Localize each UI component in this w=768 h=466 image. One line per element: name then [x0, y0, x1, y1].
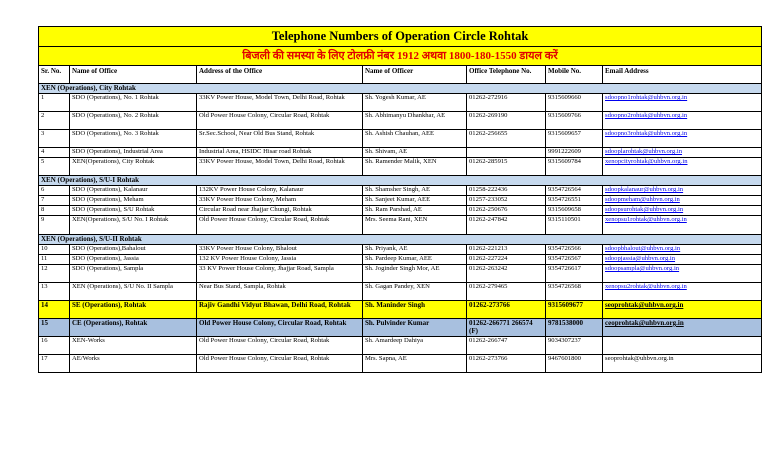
- email-link[interactable]: sdoopbhalout@uhbvn.org.in: [605, 245, 681, 252]
- office-address-cell: Old Power House Colony, Circular Road, Rohtak: [197, 337, 363, 355]
- email-cell: [603, 94, 762, 112]
- email-cell: [603, 245, 762, 255]
- header-officer: Name of Officer: [363, 66, 467, 84]
- table-row: [39, 196, 762, 206]
- office-phone-cell: 01262-269190: [467, 112, 546, 130]
- mobile-cell: 9354726617: [546, 265, 603, 283]
- email-cell: [603, 355, 762, 373]
- mobile-cell: 9315609657: [546, 130, 603, 148]
- table-row: [39, 130, 762, 148]
- email-link[interactable]: sdooplarohtak@uhbvn.org.in: [605, 148, 683, 155]
- sr-no-cell: 9: [39, 216, 70, 235]
- table-header: [39, 66, 762, 84]
- officer-name-cell: Mrs. Seema Rani, XEN: [363, 216, 467, 235]
- section-title: XEN (Operations), S/U-I Rohtak: [39, 176, 762, 186]
- table-row: [39, 245, 762, 255]
- mobile-cell: 9467601800: [546, 355, 603, 373]
- table-row: [39, 206, 762, 216]
- office-address-cell: Industrial Area, HSIDC Hisar road Rohtak: [197, 148, 363, 158]
- office-address-cell: Old Power House Colony, Circular Road, Rohtak: [197, 319, 363, 337]
- email-link[interactable]: sdoopsampla@uhbvn.org.in: [605, 265, 680, 272]
- office-phone-cell: 01262-221213: [467, 245, 546, 255]
- office-name-cell: SDO (Operations), Sampla: [70, 265, 197, 283]
- office-name-cell: SDO (Operations), No. 3 Rohtak: [70, 130, 197, 148]
- officer-name-cell: Sh. Yogesh Kumar, AE: [363, 94, 467, 112]
- section-header: [39, 235, 762, 245]
- office-phone-cell: 01262-279465: [467, 283, 546, 301]
- officer-name-cell: Sh. Shivam, AE: [363, 148, 467, 158]
- officer-name-cell: Sh. Priyank, AE: [363, 245, 467, 255]
- table-row: [39, 112, 762, 130]
- sr-no-cell: 10: [39, 245, 70, 255]
- email-cell: [603, 319, 762, 337]
- email-link[interactable]: xenopsu1rohtak@uhbvn.org.in: [605, 216, 687, 223]
- office-name-cell: SDO (Operations), Meham: [70, 196, 197, 206]
- table-row: [39, 94, 762, 112]
- sr-no-cell: 8: [39, 206, 70, 216]
- sr-no-cell: 13: [39, 283, 70, 301]
- email-cell: [603, 206, 762, 216]
- table-row: [39, 301, 762, 319]
- officer-name-cell: Sh. Amardeep Dahiya: [363, 337, 467, 355]
- email-cell: [603, 216, 762, 235]
- sr-no-cell: 14: [39, 301, 70, 319]
- email-link[interactable]: seoprohtak@uhbvn.org.in: [605, 301, 684, 309]
- office-name-cell: XEN(Operations), City Rohtak: [70, 158, 197, 176]
- office-phone-cell: 01258-222436: [467, 186, 546, 196]
- table-row: [39, 355, 762, 373]
- email-cell: [603, 186, 762, 196]
- office-phone-cell: 01262-250676: [467, 206, 546, 216]
- email-link[interactable]: sdoopmeham@uhbvn.org.in: [605, 196, 680, 203]
- office-address-cell: 132 KV Power House Colony, Jassia: [197, 255, 363, 265]
- office-name-cell: XEN(Operations), S/U No. I Rohtak: [70, 216, 197, 235]
- office-name-cell: SDO (Operations), No. 2 Rohtak: [70, 112, 197, 130]
- mobile-cell: 9034307237: [546, 337, 603, 355]
- office-name-cell: AE/Works: [70, 355, 197, 373]
- sr-no-cell: 11: [39, 255, 70, 265]
- email-link[interactable]: sdoopno2rohtak@uhbvn.org.in: [605, 112, 688, 119]
- section-header: [39, 176, 762, 186]
- email-cell: [603, 158, 762, 176]
- mobile-cell: 9354726567: [546, 255, 603, 265]
- office-name-cell: SDO (Operations), No. 1 Rohtak: [70, 94, 197, 112]
- email-link[interactable]: sdoopno1rohtak@uhbvn.org.in: [605, 94, 688, 101]
- table-row: [39, 283, 762, 301]
- mobile-cell: 9354726566: [546, 245, 603, 255]
- office-phone-cell: 01262-263242: [467, 265, 546, 283]
- mobile-cell: 9781538000: [546, 319, 603, 337]
- office-name-cell: CE (Operations), Rohtak: [70, 319, 197, 337]
- office-address-cell: 33KV Power House, Model Town, Delhi Road, Rohtak: [197, 94, 363, 112]
- office-phone-cell: 01262-247842: [467, 216, 546, 235]
- office-phone-cell: 01262-273766: [467, 355, 546, 373]
- sr-no-cell: 17: [39, 355, 70, 373]
- officer-name-cell: Sh. Gagan Pandey, XEN: [363, 283, 467, 301]
- office-phone-cell: 01262-256655: [467, 130, 546, 148]
- office-address-cell: Old Power House Colony, Circular Road, Rohtak: [197, 112, 363, 130]
- section-header: [39, 84, 762, 94]
- office-address-cell: 33KV Power House, Model Town, Delhi Road, Rohtak: [197, 158, 363, 176]
- office-address-cell: Circular Road near Jhajjar Chungi, Rohtak: [197, 206, 363, 216]
- sr-no-cell: 16: [39, 337, 70, 355]
- office-phone-cell: 01262-266747: [467, 337, 546, 355]
- mobile-cell: 9354726564: [546, 186, 603, 196]
- sr-no-cell: 12: [39, 265, 70, 283]
- mobile-cell: 9354726568: [546, 283, 603, 301]
- mobile-cell: 9315609677: [546, 301, 603, 319]
- officer-name-cell: Sh. Maninder Singh: [363, 301, 467, 319]
- office-name-cell: SDO (Operations), Kalanaur: [70, 186, 197, 196]
- officer-name-cell: Sh. Joginder Singh Mor, AE: [363, 265, 467, 283]
- office-address-cell: 33 KV Power House Colony, Jhajjar Road, Sampla: [197, 265, 363, 283]
- table-row: [39, 148, 762, 158]
- office-name-cell: XEN-Works: [70, 337, 197, 355]
- officer-name-cell: Mrs. Sapna, AE: [363, 355, 467, 373]
- email-link[interactable]: ceoprohtak@uhbvn.org.in: [605, 319, 684, 327]
- email-link[interactable]: sdoopkalanaur@uhbvn.org.in: [605, 186, 684, 193]
- table-row: [39, 337, 762, 355]
- office-phone-cell: 01262-266771 266574 (F): [467, 319, 546, 337]
- office-address-cell: 33KV Power House Colony, Meham: [197, 196, 363, 206]
- sr-no-cell: 1: [39, 94, 70, 112]
- office-address-cell: Rajiv Gandhi Vidyut Bhawan, Delhi Road, Rohtak: [197, 301, 363, 319]
- mobile-cell: 9991222609: [546, 148, 603, 158]
- email-cell: [603, 265, 762, 283]
- office-address-cell: 132KV Power House Colony, Kalanaur: [197, 186, 363, 196]
- mobile-cell: 9315609766: [546, 112, 603, 130]
- table-row: [39, 158, 762, 176]
- email-link[interactable]: sdoopsurohtak@uhbvn.org.in: [605, 206, 684, 213]
- office-phone-cell: [467, 148, 546, 158]
- directory-table: [38, 26, 762, 373]
- sr-no-cell: 2: [39, 112, 70, 130]
- officer-name-cell: Sh. Shamsher Singh, AE: [363, 186, 467, 196]
- office-phone-cell: 01262-285915: [467, 158, 546, 176]
- officer-name-cell: Sh. Ramender Malik, XEN: [363, 158, 467, 176]
- mobile-cell: 9315609660: [546, 94, 603, 112]
- sr-no-cell: 6: [39, 186, 70, 196]
- email-cell: [603, 112, 762, 130]
- office-phone-cell: 01262-272916: [467, 94, 546, 112]
- email-cell: [603, 130, 762, 148]
- officer-name-cell: Sh. Ashish Chauhan, AEE: [363, 130, 467, 148]
- office-address-cell: Old Power House Colony, Circular Road, Rohtak: [197, 216, 363, 235]
- header-phone: Office Telephone No.: [467, 66, 546, 84]
- mobile-cell: 9315609784: [546, 158, 603, 176]
- telephone-directory: [38, 26, 761, 373]
- officer-name-cell: Sh. Pardeep Kumar, AEE: [363, 255, 467, 265]
- office-address-cell: 33KV Power House Colony, Bhalout: [197, 245, 363, 255]
- email-cell: [603, 255, 762, 265]
- office-phone-cell: 01262-227224: [467, 255, 546, 265]
- email-cell: [603, 337, 762, 355]
- page-title: Telephone Numbers of Operation Circle Rohtak: [39, 27, 762, 47]
- section-title: XEN (Operations), S/U-II Rohtak: [39, 235, 762, 245]
- table-row: [39, 319, 762, 337]
- email-link[interactable]: seoprohtak@uhbvn.org.in: [605, 355, 674, 362]
- sr-no-cell: 4: [39, 148, 70, 158]
- email-link[interactable]: sdoopjassia@uhbvn.org.in: [605, 255, 676, 262]
- email-cell: [603, 283, 762, 301]
- office-phone-cell: 01257-233052: [467, 196, 546, 206]
- email-cell: [603, 148, 762, 158]
- office-name-cell: SDO (Operations), Jassia: [70, 255, 197, 265]
- office-address-cell: Sr.Sec.School, Near Old Bus Stand, Rohtak: [197, 130, 363, 148]
- office-address-cell: Old Power House Colony, Circular Road, Rohtak: [197, 355, 363, 373]
- officer-name-cell: Sh. Pulvinder Kumar: [363, 319, 467, 337]
- header-mobile: Mobile No.: [546, 66, 603, 84]
- sr-no-cell: 15: [39, 319, 70, 337]
- header-address: Address of the Office: [197, 66, 363, 84]
- email-link[interactable]: xenopsu2rohtak@uhbvn.org.in: [605, 283, 687, 290]
- officer-name-cell: Sh. Sanjeet Kumar, AEE: [363, 196, 467, 206]
- table-row: [39, 216, 762, 235]
- header-email: Email Address: [603, 66, 762, 84]
- table-row: [39, 255, 762, 265]
- officer-name-cell: Sh. Abhimanyu Dhankhar, AE: [363, 112, 467, 130]
- office-address-cell: Near Bus Stand, Sampla, Rohtak: [197, 283, 363, 301]
- office-name-cell: XEN (Operations), S/U No. II Sampla: [70, 283, 197, 301]
- officer-name-cell: Sh. Ram Parshad, AE: [363, 206, 467, 216]
- email-link[interactable]: xenopcityrohtak@uhbvn.org.in: [605, 158, 688, 165]
- office-name-cell: SE (Operations), Rohtak: [70, 301, 197, 319]
- email-cell: [603, 301, 762, 319]
- sr-no-cell: 7: [39, 196, 70, 206]
- office-name-cell: SDO (Operations),Bahalout: [70, 245, 197, 255]
- header-sr-no: Sr. No.: [39, 66, 70, 84]
- sr-no-cell: 3: [39, 130, 70, 148]
- office-name-cell: SDO (Operations), S/U Rohtak: [70, 206, 197, 216]
- email-link[interactable]: sdoopno3rohtak@uhbvn.org.in: [605, 130, 688, 137]
- section-title: XEN (Operations), City Rohtak: [39, 84, 762, 94]
- header-office: Name of Office: [70, 66, 197, 84]
- helpline-banner: बिजली की समस्या के लिए टोलफ्री नंबर 1912 अथवा 1800-180-1550 डायल करें: [39, 47, 762, 66]
- sr-no-cell: 5: [39, 158, 70, 176]
- mobile-cell: 9354726551: [546, 196, 603, 206]
- mobile-cell: 9315609658: [546, 206, 603, 216]
- table-row: [39, 265, 762, 283]
- mobile-cell: 9315110501: [546, 216, 603, 235]
- email-cell: [603, 196, 762, 206]
- office-phone-cell: 01262-273766: [467, 301, 546, 319]
- office-name-cell: SDO (Operations), Industrial Area: [70, 148, 197, 158]
- table-row: [39, 186, 762, 196]
